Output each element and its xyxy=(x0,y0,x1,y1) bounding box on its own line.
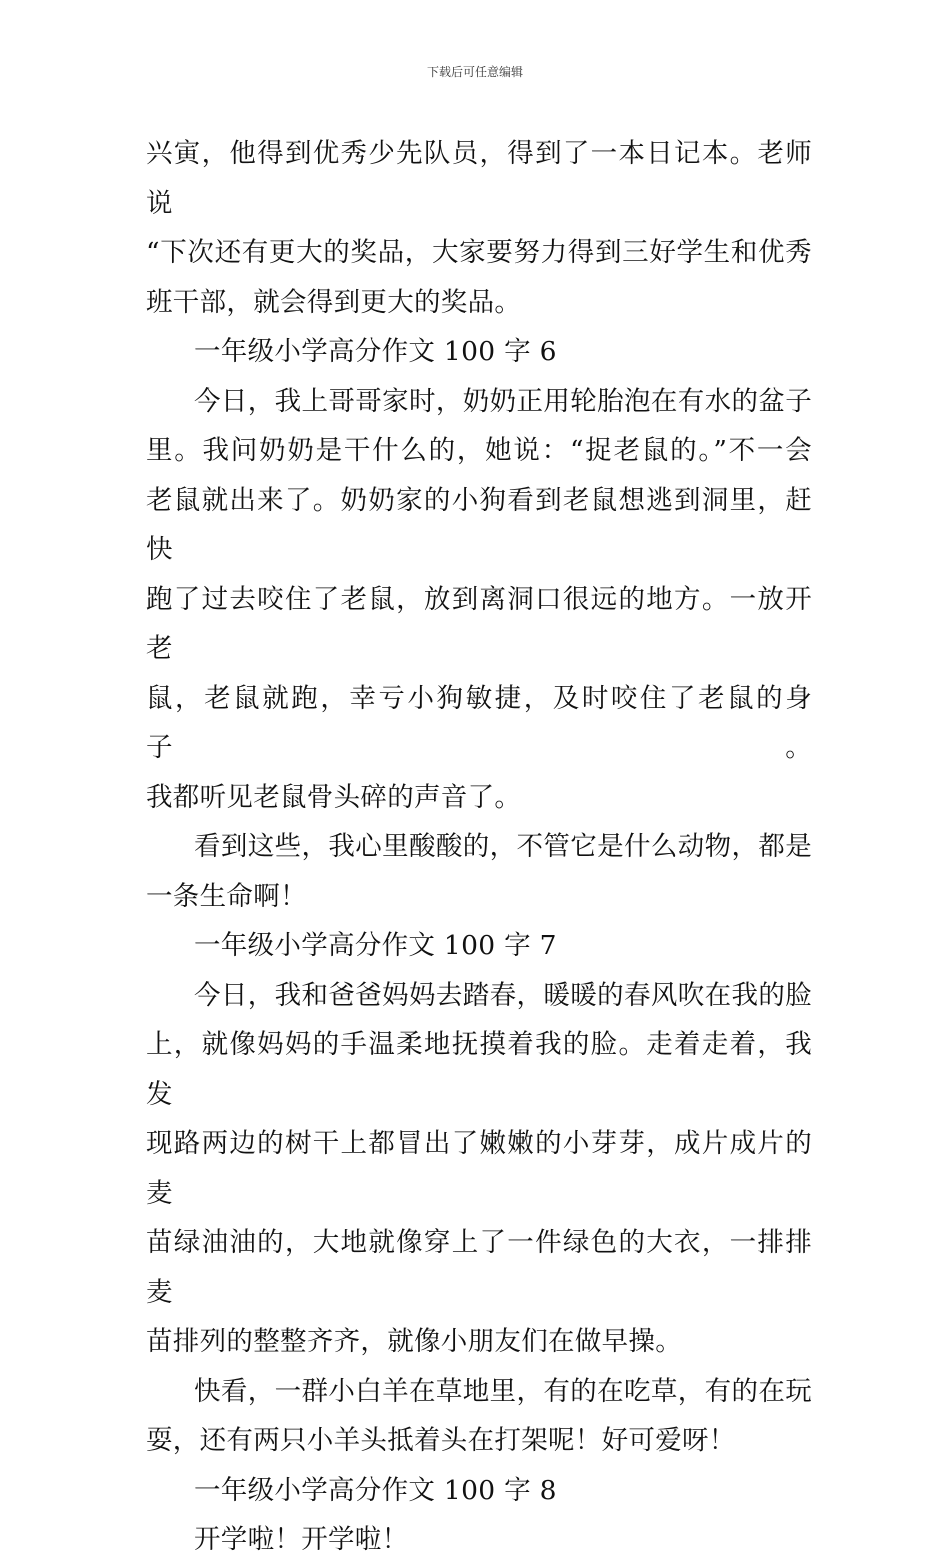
paragraph-lambs xyxy=(146,1367,812,1466)
text-line: 今日，我上哥哥家时，奶奶正用轮胎泡在有水的盆子 xyxy=(194,385,812,417)
text-line: 班干部，就会得到更大的奖品。 xyxy=(146,286,522,318)
text-line: 苗绿油油的，大地就像穿上了一件绿色的大衣，一排排麦 xyxy=(146,1227,812,1308)
paragraph-spring-outing xyxy=(146,971,812,1367)
paragraph-continued xyxy=(146,129,812,327)
paragraph-school-start xyxy=(146,1515,812,1565)
essay-title-6: 一年级小学高分作文 100 字 6 xyxy=(194,336,557,367)
text-line: 一条生命啊！ xyxy=(146,880,307,912)
text-line: “下次还有更大的奖品，大家要努力得到三好学生和优秀 xyxy=(146,237,812,268)
text-line: 苗排列的整整齐齐，就像小朋友们在做早操。 xyxy=(146,1326,682,1357)
essay-title-7: 一年级小学高分作文 100 字 7 xyxy=(194,930,557,961)
text-line: 开学啦！开学啦！ xyxy=(194,1524,409,1555)
text-line: 耍，还有两只小羊头抵着头在打架呢！好可爱呀！ xyxy=(146,1425,736,1456)
essay-title-8: 一年级小学高分作文 100 字 8 xyxy=(194,1474,557,1506)
text-line: 我都听见老鼠骨头碎的声音了。 xyxy=(146,781,522,813)
paragraph-mouse-story xyxy=(146,377,812,823)
text-line: 快看，一群小白羊在草地里，有的在吃草，有的在玩 xyxy=(194,1375,812,1407)
page-header-note: 下载后可任意编辑 xyxy=(426,65,523,79)
text-line: 上，就像妈妈的手温柔地抚摸着我的脸。走着走着，我发 xyxy=(146,1029,812,1110)
text-line: 里。我问奶奶是干什么的，她说：“捉老鼠的。”不一会 xyxy=(146,435,812,466)
text-line: 今日，我和爸爸妈妈去踏春，暖暖的春风吹在我的脸 xyxy=(194,979,812,1011)
text-line: 跑了过去咬住了老鼠，放到离洞口很远的地方。一放开老 xyxy=(146,583,812,664)
text-line: 兴寅，他得到优秀少先队员，得到了一本日记本。老师说 xyxy=(146,138,812,219)
text-line: 现路两边的树干上都冒出了嫩嫩的小芽芽，成片成片的麦 xyxy=(146,1128,812,1209)
text-line: 老鼠就出来了。奶奶家的小狗看到老鼠想逃到洞里，赶快 xyxy=(146,484,812,565)
paragraph-reflection xyxy=(146,822,812,921)
text-line: 看到这些，我心里酸酸的，不管它是什么动物，都是 xyxy=(194,831,812,862)
document-body xyxy=(146,129,812,1565)
text-line: 鼠，老鼠就跑，幸亏小狗敏捷，及时咬住了老鼠的身子。 xyxy=(146,682,812,763)
